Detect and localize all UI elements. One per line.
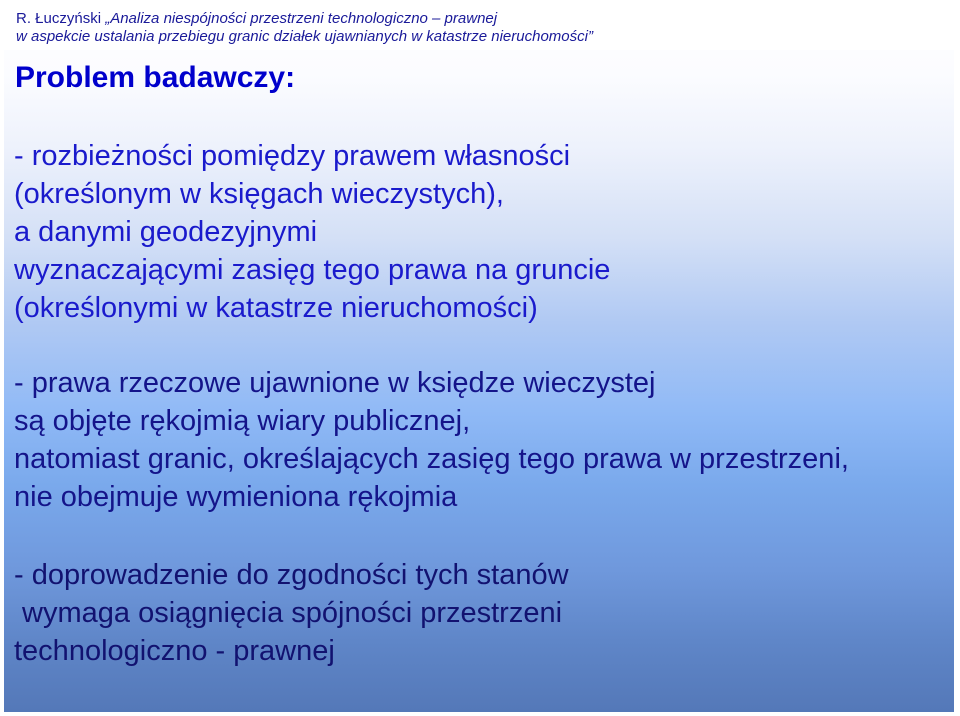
header-line-1 [16, 10, 497, 28]
paragraph-1-line-2: (określonym w księgach wieczystych), [14, 178, 504, 210]
paragraph-1-line-1: - rozbieżności pomiędzy prawem własności [14, 140, 571, 172]
paragraph-3-line-1: - doprowadzenie do zgodności tych stanów [14, 559, 569, 591]
paragraph-2-line-1: - prawa rzeczowe ujawnione w księdze wieczystej [14, 367, 656, 399]
paragraph-2-line-4: nie obejmuje wymieniona rękojmia [14, 481, 458, 513]
header-author: R. Łuczyński [16, 10, 106, 27]
paragraph-2 [14, 364, 849, 516]
paragraph-2-line-3: natomiast granic, określających zasięg tego prawa w przestrzeni, [14, 443, 849, 475]
slide-header [4, 4, 954, 50]
paragraph-2-line-2: są objęte rękojmią wiary publicznej, [14, 405, 471, 437]
paragraph-1-line-4: wyznaczającymi zasięg tego prawa na gruncie [14, 254, 611, 286]
paragraph-1-line-5: (określonymi w katastrze nieruchomości) [14, 292, 538, 324]
paragraph-3-line-3: technologiczno - prawnej [14, 635, 335, 667]
paragraph-1-line-3: a danymi geodezyjnymi [14, 216, 318, 248]
header-line-2: w aspekcie ustalania przebiegu granic działek ujawnianych w katastrze nieruchomości” [16, 28, 593, 45]
slide-title: Problem badawczy: [15, 61, 296, 94]
paragraph-3 [14, 556, 569, 670]
paragraph-3-line-2: wymaga osiągnięcia spójności przestrzeni [14, 597, 563, 629]
header-title-part-1: „Analiza niespójności przestrzeni technologiczno – prawnej [105, 10, 498, 27]
paragraph-1 [14, 137, 610, 327]
